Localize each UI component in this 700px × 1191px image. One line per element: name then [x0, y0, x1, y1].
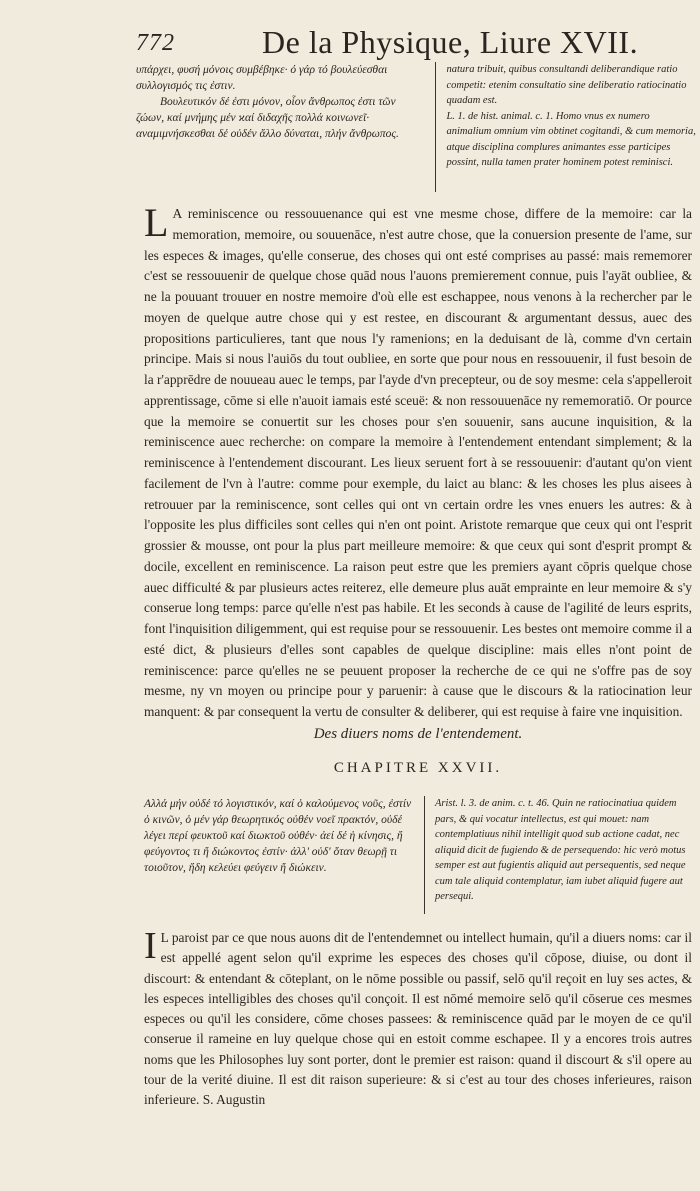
paragraph-text: L paroist par ce que nous auons dit de l'entendemnet ou intellect humain, qu'il a diuers noms: car il est appellé agent selon qu'il exprime les especes des choses qu'il cōpose, diuise, ou dont il discourt: & entendant & cōteplant, on le nōme possible ou passif, selō qu'il reçoit en luy ses actes, & les especes intelligibles des choses qu'il conçoit. Il est nōmé memoire selō qu'il cōserue ces mesmes especes ou qu'il les considere, cōme choses passees: & reminiscence quād par le moyen de ce qu'il conserue il rameine en luy quelque chose qui en estoit comme eschapee. Il y a encores trois autres noms que les Philosophes luy sont porter, dont le premier est raison: quand il discourt & s'il opere au tour de la verité diuine. Il est dit raison superieure: & si c'est au tour des choses inferieures, raison inferieure. S. Augustin: [144, 930, 692, 1108]
main-paragraph-intellect: [144, 925, 692, 1111]
greek-quotation-column: [136, 62, 425, 192]
page-number: 772: [136, 30, 175, 56]
chapter-heading: CHAPITRE XXVII.: [333, 760, 503, 776]
column-divider: [424, 796, 425, 914]
drop-cap-letter: I: [144, 925, 157, 967]
greek-paragraph-2: Βουλευτικόν δέ ἐστι μόνον, οἷον ἄνθρωπος ἐστι τῶν ζώων, καί μνήμης μέν ϰαί διδαχῆς πολλά κοινωνεῖ· αναμιμνήσκεσθαι δέ οὐδέν ἄλλο δύναται, πλήν ἄνθρωπος.: [136, 96, 399, 140]
latin-translation-column: [446, 62, 696, 192]
paragraph-text: A reminiscence ou ressouuenance qui est vne mesme chose, differe de la memoire: car la memoration, memoire, ou souuenāce, n'est autre chose, que la conuersion presente de l'ame, sur les especes & images, qu'elle conserue, des choses qui ont esté comprises au passé: mais rememorer c'est se ressouuenir de quelque chose quād nous l'auons premierement connue, puis l'ayāt oubliee, & ne la pouuant trouuer en nostre memoire d'où elle est eschappee, nous venons à la rechercher par le moyen de quelque autre chose qui y est restee, en discourant & argumentant dessus, auec des propositions particulieres, tant que nous l'y ramenions; en la deduisant de là, comme d'vn certain principe. Mais si nous l'auiōs du tout oubliee, en sorte que pour nous en ressouuenir, il fust besoin de la r'apprēdre de nouueau auec le temps, par l'ayde d'vn precepteur, ou de soy mesme: cela s'appelleroit apprentissage, cōme si elle n'auoit iamais esté sceuë: & non ressouuenāce ny rememoratiō. Or pource que la memoire se conuertit sur les choses pour s'en souuenir, sans aucune inquisition, & la reminiscence auec recherche: on compare la memoire à l'entendement entendant simplement; & la reminiscence à l'entendement discourant. Les lieux seruent fort à se ressouuenir: d'autant qu'on vient facilement de l'vn à l'autre: comme pour exemple, du laict au blanc: & les choses les plus aisees à retrouuer par la reminiscence, sont celles qui ont vn certain ordre les vnes enuers les autres: & à l'opposite les plus difficiles sont celles qui n'en ont point. Aristote remarque que ceux qui ont l'esprit grossier & mousse, ont pour la plus part meilleure memoire: & que ceux qui sont d'esprit prompt & docile, excellent en reminiscence. La raison peut estre que les premiers ayant cōpris quelque chose auec difficulté & par plusieurs actes reiterez, elle demeure plus auāt emprainte en leur memoire & s'y conserue long temps: parce qu'elle n'est pas habile. Et les seconds à cause de l'agilité de leurs esprits, font l'inquisition diligemment, qui est requise pour se ressouuenir. Les bestes ont memoire comme il a esté dict, & plusieurs d'elles sont capables de quelque discipline: mais elles n'ont point de reminiscence: parce qu'elles ne se peuuent proposer la recherche de ce qui ne s'offre pas de soy mesme, ny vn moyen ou principe pour y paruenir: à cause que le discours & la ratiocination leur manquent: & par consequent la vertu de consulter & deliberer, qui est requise à faire vne inquisition.: [144, 206, 692, 719]
main-paragraph-reminiscence: [144, 200, 692, 723]
page-header: [136, 24, 639, 64]
top-quotation-block: [136, 62, 696, 192]
drop-cap-letter: L: [144, 200, 169, 245]
latin-translation-column: Arist. l. 3. de anim. c. t. 46. Quin ne ratiocinatiua quidem pars, & qui vocatur intellectus, est qui mouet: nam contemplatiuus nihil intelligit quod sub actione cadat, nec aliquid dicit de fugiendo & de persequendo: hic verò motus semper est aut fugientis aliquid aut persequentis, sed neque cum tale aliquid contemplatur, iam iubet aliquid fugere aut persequi.: [435, 798, 686, 902]
chapter-quotation-block: [144, 796, 696, 914]
greek-quotation-column: Αλλά μήν οὐδέ τό λογιστικόν, καί ὁ καλούμενος νοῦς, ἐστίν ὁ κινῶν, ὁ μέν γάρ θεωρητικός οὐθέν νοεῖ πρακτόν, οὐδέ λέγει περί φευκτοῦ καί διωκτοῦ οὐθέν· ἀεί δέ ἡ κίνησις, ἤ φεύγοντος τι ἤ διώκοντος ἐστίν· ἀλλ' οὐδ' ὅταν θεωρῇ τι τοιοῦτον, ἤδη κελεύει φεύγειν ἤ διώκειν.: [144, 798, 412, 874]
greek-paragraph-1: υπάρχει, φυσή μόνοις συμβέβηκε· ό γάρ τό βουλεύεσθαι συλλογισμός τις ἐστιν.: [136, 64, 388, 92]
latin-paragraph-1: natura tribuit, quibus consultandi deliberandique ratio competit: etenim consultatio sine deliberatio ratiocinatio quadam est.: [446, 64, 687, 106]
column-divider: [435, 62, 436, 192]
latin-paragraph-2: L. 1. de hist. animal. c. 1. Homo vnus ex numero animalium omnium vim obtinet cogitandi, & cum memoria, atque disciplina complures animantes esse participes possint, nulla tamen prater hominem potest reminisci.: [446, 110, 696, 168]
running-title: De la Physique, Liure XVII.: [262, 24, 639, 60]
section-heading: Des diuers noms de l'entendement.: [313, 726, 523, 742]
